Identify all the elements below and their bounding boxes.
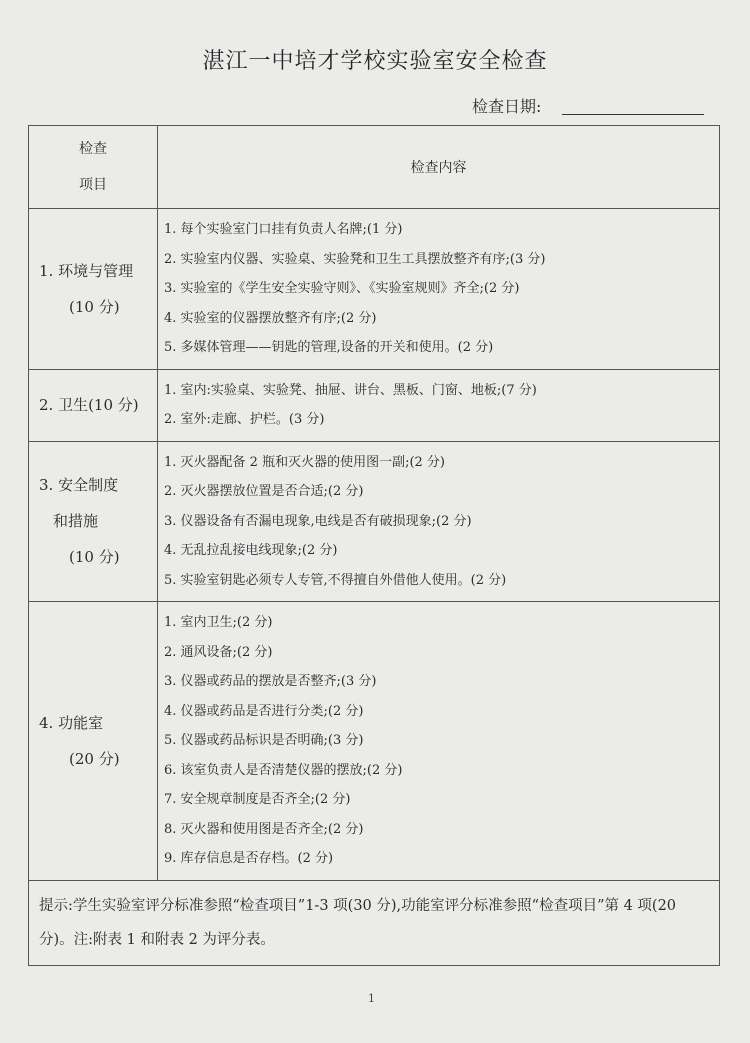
section-row-function-room xyxy=(29,602,720,881)
list-item: 8. 灭火器和使用图是否齐全;(2 分) xyxy=(164,821,364,837)
items-cell xyxy=(158,602,720,881)
section-row-hygiene xyxy=(29,369,720,441)
list-item: 5. 多媒体管理——钥匙的管理,设备的开关和使用。(2 分) xyxy=(164,340,494,355)
category-cell xyxy=(29,209,158,370)
category-name: 1. 环境与管理 xyxy=(39,261,134,280)
list-item: 3. 仪器设备有否漏电现象,电线是否有破损现象;(2 分) xyxy=(164,513,472,529)
inspection-date-blank xyxy=(562,114,704,115)
section-row-safety xyxy=(29,441,720,602)
hint-text: 提示:学生实验室评分标准参照“检查项目”1-3 项(30 分),功能室评分标准参照“检查项目”第 4 项(20 分)。注:附表 1 和附表 2 为评分表。 xyxy=(29,880,720,965)
list-item: 1. 每个实验室门口挂有负责人名牌;(1 分) xyxy=(164,222,403,237)
header-item-line1: 检查 xyxy=(79,141,107,157)
list-item: 3. 实验室的《学生安全实验守则》、《实验室规则》齐全;(2 分) xyxy=(164,281,520,296)
category-name: 2. 卫生(10 分) xyxy=(39,396,139,414)
header-item-cell xyxy=(29,126,158,209)
list-item: 5. 实验室钥匙必须专人专管,不得擅自外借他人使用。(2 分) xyxy=(164,572,507,588)
page-title: 湛江一中培才学校实验室安全检查 xyxy=(202,49,548,74)
category-name: 3. 安全制度 xyxy=(39,476,119,495)
list-item: 2. 灭火器摆放位置是否合适;(2 分) xyxy=(164,484,364,499)
category-cell xyxy=(29,602,158,881)
list-item: 5. 仪器或药品标识是否明确;(3 分) xyxy=(164,733,364,748)
list-item: 1. 室内卫生;(2 分) xyxy=(164,615,273,630)
section-row-environment xyxy=(29,209,720,370)
list-item: 7. 安全规章制度是否齐全;(2 分) xyxy=(164,792,351,807)
list-item: 2. 通风设备;(2 分) xyxy=(164,644,273,660)
list-item: 4. 实验室的仪器摆放整齐有序;(2 分) xyxy=(164,310,377,326)
category-name: 4. 功能室 xyxy=(39,713,104,732)
category-name-line2: 和措施 xyxy=(53,512,99,531)
list-item: 9. 库存信息是否存档。(2 分) xyxy=(164,851,334,866)
inspection-table xyxy=(28,125,720,966)
category-cell xyxy=(29,369,158,441)
hint-row xyxy=(29,880,720,965)
header-item-line2: 项目 xyxy=(79,177,107,193)
inspection-date-label: 检查日期: xyxy=(472,97,542,116)
list-item: 2. 实验室内仪器、实验桌、实验凳和卫生工具摆放整齐有序;(3 分) xyxy=(164,251,546,267)
items-cell xyxy=(158,209,720,370)
list-item: 4. 无乱拉乱接电线现象;(2 分) xyxy=(164,543,338,558)
items-cell xyxy=(158,369,720,441)
table-header-row xyxy=(29,126,720,209)
items-cell xyxy=(158,441,720,602)
page-number: 1 xyxy=(368,992,375,1005)
list-item: 4. 仪器或药品是否进行分类;(2 分) xyxy=(164,703,364,719)
list-item: 2. 室外:走廊、护栏。(3 分) xyxy=(164,412,325,427)
list-item: 1. 灭火器配备 2 瓶和灭火器的使用图一副;(2 分) xyxy=(164,454,445,470)
category-score: (10 分) xyxy=(69,297,120,316)
header-content-cell: 检查内容 xyxy=(158,126,720,209)
list-item: 1. 室内:实验桌、实验凳、抽屉、讲台、黑板、门窗、地板;(7 分) xyxy=(164,382,537,398)
category-cell xyxy=(29,441,158,602)
category-score: (10 分) xyxy=(69,548,120,567)
list-item: 6. 该室负责人是否清楚仪器的摆放;(2 分) xyxy=(164,762,403,778)
category-score: (20 分) xyxy=(69,749,120,768)
list-item: 3. 仪器或药品的摆放是否整齐;(3 分) xyxy=(164,674,377,689)
